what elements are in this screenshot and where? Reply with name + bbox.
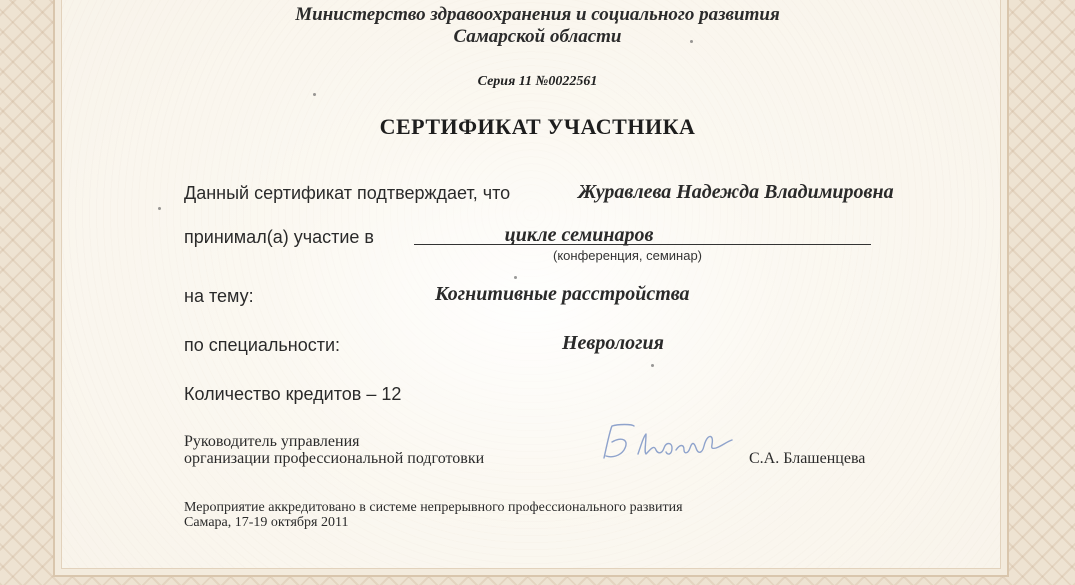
topic-label: на тему: (184, 286, 254, 306)
scan-speck (514, 276, 517, 279)
confirms-label: Данный сертификат подтверждает, что (184, 183, 511, 203)
specialty-value: Неврология (562, 332, 664, 354)
event-type: цикле семинаров (504, 224, 654, 246)
series-number: Серия 11 №0022561 (477, 74, 598, 89)
signer-name: С.А. Блашенцева (749, 450, 866, 467)
scan-speck (313, 93, 316, 96)
event-type-hint: (конференция, семинар) (553, 248, 703, 263)
scan-speck (651, 364, 654, 367)
scan-speck (158, 207, 161, 210)
signer-position-line1: Руководитель управления (184, 433, 360, 450)
participant-name: Журавлева Надежда Владимировна (578, 181, 894, 203)
certificate-title: СЕРТИФИКАТ УЧАСТНИКА (379, 114, 696, 139)
signer-position-line2: организации профессиональной подготовки (184, 450, 485, 467)
ministry-name-line1: Министерство здравоохранения и социального развития (295, 4, 780, 25)
specialty-label: по специальности: (184, 335, 341, 355)
participated-label: принимал(а) участие в (184, 227, 374, 247)
place-and-date: Самара, 17-19 октября 2011 (184, 515, 349, 530)
handwritten-signature (598, 420, 738, 470)
topic-value: Когнитивные расстройства (435, 283, 690, 305)
ministry-name-line2: Самарской области (453, 26, 622, 47)
credits-count: Количество кредитов – 12 (184, 384, 402, 404)
accreditation-note: Мероприятие аккредитовано в системе непрерывного профессионального развития (184, 500, 683, 515)
